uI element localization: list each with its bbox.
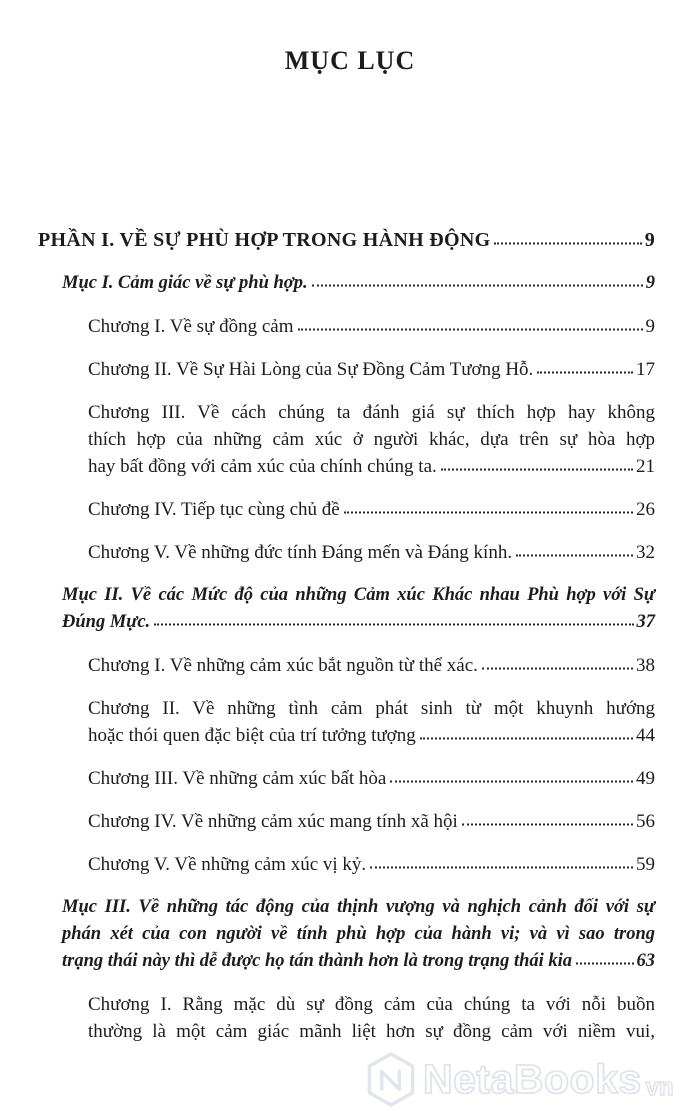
page-number: 49 — [636, 768, 655, 789]
page-title: MỤC LỤC — [284, 46, 416, 75]
toc-text-line: Mục II. Về các Mức độ của những Cảm xúc Khác nhau Phù hợp với Sự — [62, 585, 655, 605]
toc-entry-section — [62, 270, 655, 297]
toc-text-line: Chương II. Về những tình cảm phát sinh từ một khuynh hướng — [88, 698, 655, 719]
toc-entry-text: PHẦN I. VỀ SỰ PHÙ HỢP TRONG HÀNH ĐỘNG — [38, 229, 491, 251]
netabooks-hexagon-n-icon — [366, 1052, 416, 1107]
page-number: 32 — [636, 542, 655, 563]
toc-entry-text: Chương V. Về những cảm xúc vị kỷ. — [88, 854, 367, 875]
netabooks-watermark — [366, 1052, 674, 1107]
toc-entry-text: Chương IV. Về những cảm xúc mang tính xã hội — [88, 811, 458, 832]
toc-entry-text: Đúng Mực. — [62, 612, 151, 632]
toc-leader-line — [62, 948, 655, 975]
dot-leader — [462, 824, 633, 826]
watermark-suffix-text: vn — [645, 1074, 674, 1101]
page-number: 9 — [644, 229, 655, 251]
dot-leader — [441, 469, 633, 471]
toc-entry-section — [62, 894, 655, 975]
toc-entry-text: Chương II. Về Sự Hài Lòng của Sự Đồng Cảm Tương Hỗ. — [88, 359, 534, 380]
toc-entry-part — [38, 227, 655, 254]
toc-entry-chapter — [88, 539, 655, 566]
page-number: 63 — [636, 951, 655, 971]
toc-entry-chapter — [88, 765, 655, 792]
toc-entry-text: Mục I. Cảm giác về sự phù hợp. — [62, 273, 308, 293]
toc-entry-chapter — [88, 695, 655, 749]
dot-leader — [370, 867, 633, 869]
toc-entry-chapter — [88, 313, 655, 340]
toc-text-line: Chương I. Rằng mặc dù sự đồng cảm của chúng ta với nỗi buồn — [88, 994, 655, 1015]
toc-text-line: Chương III. Về cách chúng ta đánh giá sự thích hợp hay không — [88, 402, 655, 423]
toc-entry-text: hay bất đồng với cảm xúc của chính chúng ta. — [88, 456, 437, 477]
toc-entry-text: Chương IV. Tiếp tục cùng chủ đề — [88, 499, 340, 520]
toc-leader-line — [88, 808, 655, 835]
toc-entry-text: trạng thái này thì dễ được họ tán thành hơn là trong trạng thái kia — [62, 951, 573, 971]
page-number: 44 — [636, 725, 655, 746]
toc-entry-chapter — [88, 991, 655, 1045]
toc-text-line: phán xét của con người về tính phù hợp của hành vi; và vì sao trong — [62, 924, 655, 944]
toc-leader-line — [62, 270, 655, 297]
dot-leader — [482, 668, 633, 670]
toc-list — [0, 227, 700, 1061]
toc-leader-line — [88, 356, 655, 383]
toc-text-line: thích hợp của những cảm xúc ở người khác, dựa trên sự hòa hợp — [88, 429, 655, 450]
dot-leader — [154, 624, 633, 626]
toc-text-line: Mục III. Về những tác động của thịnh vượng và nghịch cảnh đối với sự — [62, 897, 655, 917]
dot-leader — [516, 555, 633, 557]
page-number: 37 — [636, 612, 655, 632]
dot-leader — [298, 329, 643, 331]
dot-leader — [537, 372, 633, 374]
dot-leader — [494, 243, 641, 245]
dot-leader — [344, 512, 633, 514]
toc-entry-text: Chương I. Về những cảm xúc bắt nguồn từ thể xác. — [88, 655, 478, 676]
page-number: 9 — [645, 273, 655, 293]
toc-leader-line — [88, 722, 655, 749]
toc-entry-section — [62, 582, 655, 636]
toc-leader-line — [38, 227, 655, 254]
toc-entry-chapter — [88, 851, 655, 878]
page-number: 17 — [636, 359, 655, 380]
toc-entry-chapter — [88, 496, 655, 523]
toc-leader-line — [88, 539, 655, 566]
page-number: 9 — [645, 316, 655, 337]
toc-leader-line — [88, 313, 655, 340]
toc-entry-text: Chương V. Về những đức tính Đáng mến và Đáng kính. — [88, 542, 513, 563]
page-number: 26 — [636, 499, 655, 520]
toc-leader-line — [88, 652, 655, 679]
page-number: 38 — [636, 655, 655, 676]
toc-entry-chapter — [88, 652, 655, 679]
page-number: 56 — [636, 811, 655, 832]
dot-leader — [576, 963, 633, 965]
toc-leader-line — [88, 453, 655, 480]
toc-leader-line — [88, 496, 655, 523]
toc-entry-text: Chương III. Về những cảm xúc bất hòa — [88, 768, 387, 789]
page-number: 21 — [636, 456, 655, 477]
toc-text-line: thường là một cảm giác mãnh liệt hơn sự đồng cảm với niềm vui, — [88, 1021, 655, 1042]
dot-leader — [312, 285, 643, 287]
page-number: 59 — [636, 854, 655, 875]
dot-leader — [420, 738, 633, 740]
toc-entry-text: Chương I. Về sự đồng cảm — [88, 316, 294, 337]
dot-leader — [390, 781, 633, 783]
toc-entry-text: hoặc thói quen đặc biệt của trí tưởng tượng — [88, 725, 416, 746]
toc-leader-line — [88, 765, 655, 792]
watermark-brand-text: NetaBooks — [423, 1056, 642, 1102]
toc-leader-line — [62, 609, 655, 636]
toc-leader-line — [88, 851, 655, 878]
toc-entry-chapter — [88, 808, 655, 835]
toc-entry-chapter — [88, 399, 655, 480]
toc-entry-chapter — [88, 356, 655, 383]
